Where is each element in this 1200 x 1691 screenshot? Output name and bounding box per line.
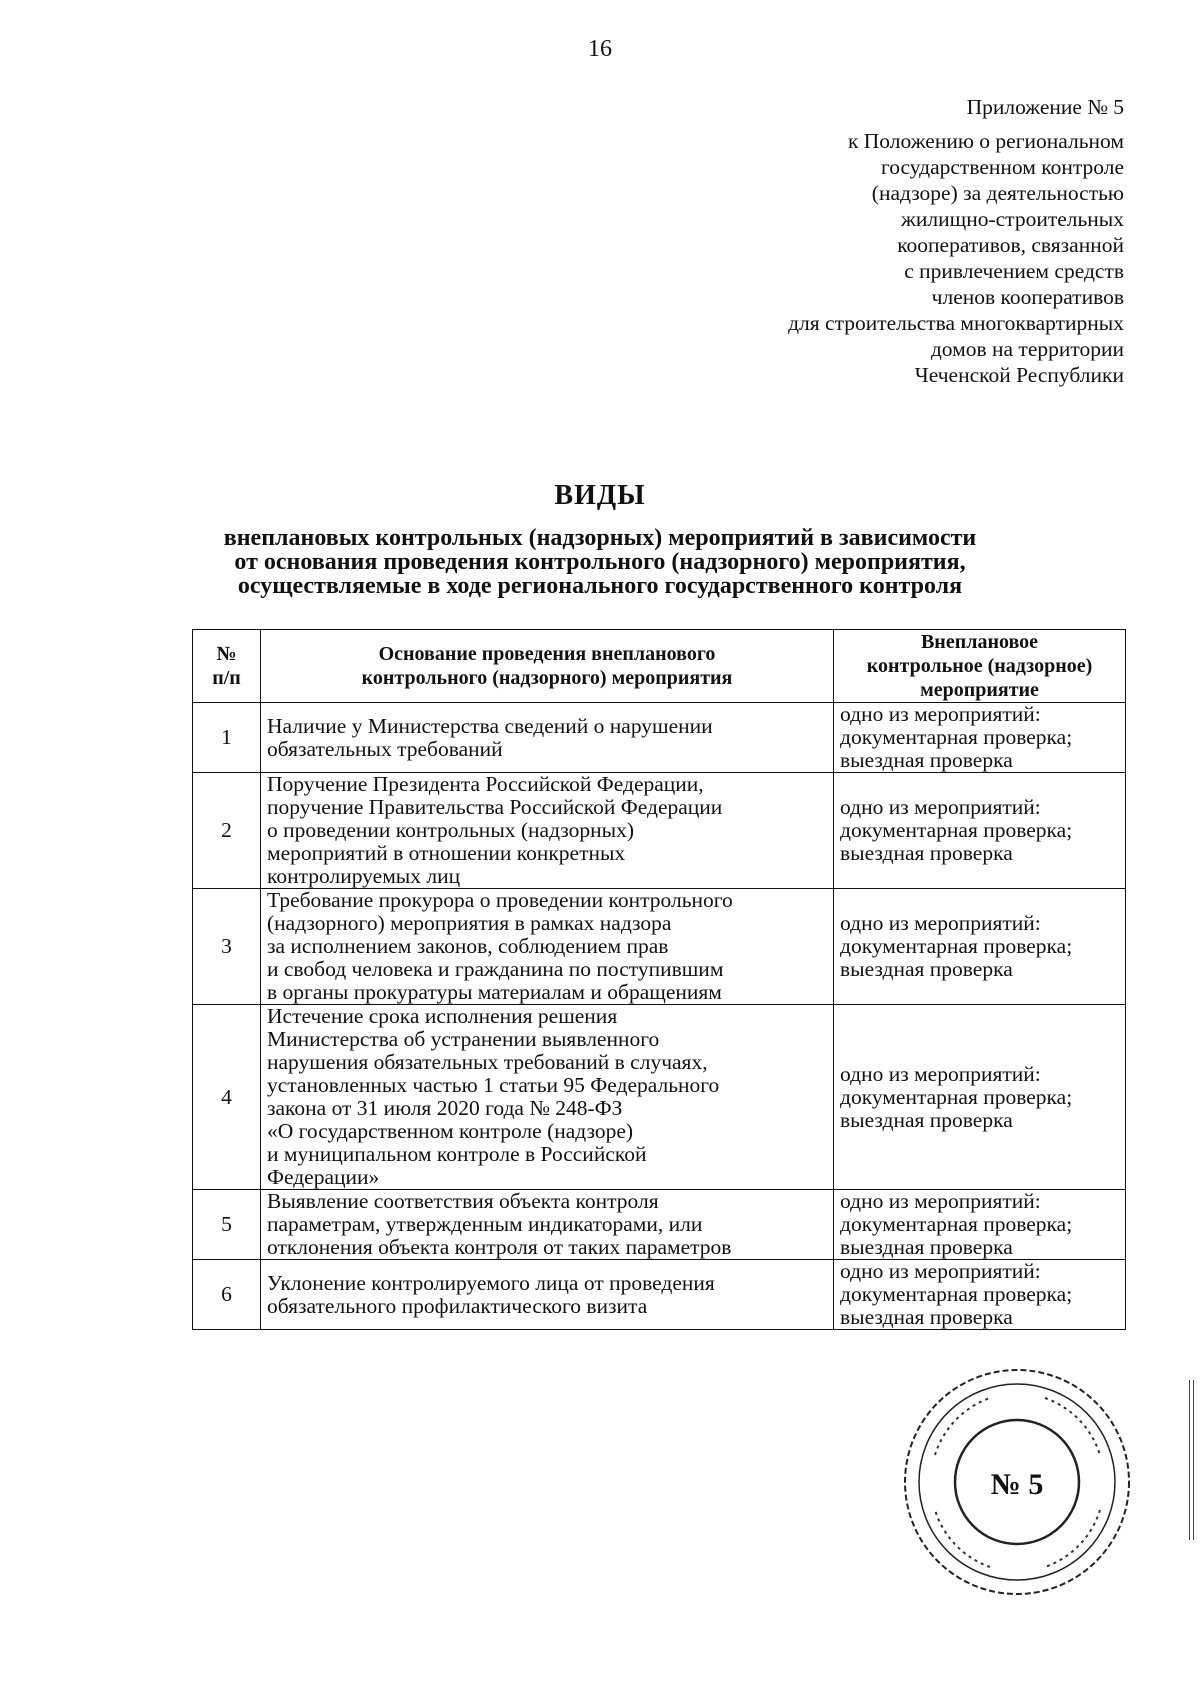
basis-line: Федерации» — [267, 1165, 380, 1189]
header-num: № п/п — [193, 630, 261, 703]
appendix-line: государственном контроле — [880, 155, 1124, 179]
row-basis — [261, 1260, 834, 1330]
header-basis: Основание проведения внепланового контрольного (надзорного) мероприятия — [261, 630, 834, 703]
event-line: одно из мероприятий: — [840, 702, 1041, 726]
basis-line: нарушения обязательных требований в случаях, — [267, 1050, 708, 1074]
appendix-header — [788, 94, 1124, 388]
table-row — [193, 1260, 1126, 1330]
basis-line: параметрам, утвержденным индикаторами, или — [267, 1212, 703, 1236]
event-line: документарная проверка; — [840, 725, 1073, 749]
event-line: документарная проверка; — [840, 1282, 1073, 1306]
row-number: 6 — [193, 1260, 261, 1330]
basis-line: Уклонение контролируемого лица от проведения — [267, 1270, 715, 1295]
event-line: одно из мероприятий: — [840, 911, 1041, 935]
event-line: документарная проверка; — [840, 1212, 1073, 1236]
row-basis — [261, 889, 834, 1005]
table-row — [193, 773, 1126, 889]
event-line: документарная проверка; — [840, 934, 1073, 958]
appendix-line: Чеченской Республики — [914, 363, 1124, 387]
basis-line: установленных частью 1 статьи 95 Федерального — [267, 1073, 720, 1097]
title-main: ВИДЫ — [554, 480, 646, 511]
row-event — [834, 1260, 1126, 1330]
row-event — [834, 889, 1126, 1005]
basis-line: и муниципальном контроле в Российской — [267, 1142, 647, 1166]
table-row — [193, 1005, 1126, 1190]
basis-line: Наличие у Министерства сведений о нарушении — [267, 713, 713, 738]
event-line: одно из мероприятий: — [840, 1259, 1041, 1283]
row-event — [834, 773, 1126, 889]
row-number: 2 — [193, 773, 261, 889]
basis-line: (надзорного) мероприятия в рамках надзора — [267, 911, 672, 935]
stamp-label: № 5 — [990, 1468, 1044, 1501]
appendix-line: домов на территории — [930, 337, 1124, 361]
row-basis — [261, 1190, 834, 1260]
basis-line: поручение Правительства Российской Федерации — [267, 795, 723, 819]
row-number: 5 — [193, 1190, 261, 1260]
basis-line: обязательного профилактического визита — [267, 1293, 648, 1318]
row-number: 1 — [193, 703, 261, 773]
table-body — [193, 703, 1126, 1330]
basis-line: Поручение Президента Российской Федерации, — [267, 772, 704, 796]
document-title — [100, 480, 1100, 598]
subtitle-line: осуществляемые в ходе регионального государственного контроля — [237, 573, 963, 599]
row-basis — [261, 773, 834, 889]
event-line: выездная проверка — [840, 957, 1013, 981]
appendix-line: жилищно-строительных — [901, 207, 1124, 231]
basis-line: Истечение срока исполнения решения — [267, 1004, 618, 1028]
row-event — [834, 1005, 1126, 1190]
page-number: 16 — [588, 36, 612, 62]
basis-line: контролируемых лиц — [267, 864, 461, 888]
subtitle-line: внеплановых контрольных (надзорных) мероприятий в зависимости — [223, 525, 977, 551]
event-line: выездная проверка — [840, 841, 1013, 865]
appendix-line: для строительства многоквартирных — [788, 311, 1124, 335]
appendix-line: с привлечением средств — [904, 259, 1124, 283]
appendix-line: членов кооперативов — [931, 285, 1124, 309]
basis-line: обязательных требований — [267, 736, 503, 761]
basis-line: закона от 31 июля 2020 года № 248-ФЗ — [267, 1096, 623, 1120]
basis-line: Министерства об устранении выявленного — [267, 1027, 660, 1051]
table-row — [193, 889, 1126, 1005]
table-header-row — [193, 630, 1126, 703]
edge-mark — [1189, 1380, 1194, 1540]
event-line: выездная проверка — [840, 748, 1013, 772]
row-number: 4 — [193, 1005, 261, 1190]
basis-line: о проведении контрольных (надзорных) — [267, 818, 635, 842]
event-line: одно из мероприятий: — [840, 1189, 1041, 1213]
basis-line: в органы прокуратуры материалам и обращениям — [267, 980, 722, 1004]
row-basis — [261, 703, 834, 773]
appendix-line: кооперативов, связанной — [897, 233, 1124, 257]
basis-line: за исполнением законов, соблюдением прав — [267, 934, 669, 958]
header-event: Внеплановое контрольное (надзорное) мероприятие — [834, 630, 1126, 703]
row-event — [834, 703, 1126, 773]
event-line: документарная проверка; — [840, 818, 1073, 842]
event-line: выездная проверка — [840, 1235, 1013, 1259]
subtitle-line: от основания проведения контрольного (надзорного) мероприятия, — [234, 549, 966, 575]
basis-line: отклонения объекта контроля от таких параметров — [267, 1235, 732, 1259]
row-basis — [261, 1005, 834, 1190]
row-event — [834, 1190, 1126, 1260]
appendix-line: (надзоре) за деятельностью — [871, 181, 1124, 205]
table-row — [193, 703, 1126, 773]
table-row — [193, 1190, 1126, 1260]
basis-line: «О государственном контроле (надзоре) — [267, 1119, 634, 1143]
appendix-number: Приложение № 5 — [966, 95, 1124, 119]
event-line: одно из мероприятий: — [840, 795, 1041, 819]
event-line: одно из мероприятий: — [840, 1061, 1041, 1086]
appendix-line: к Положению о региональном — [847, 129, 1124, 153]
event-line: выездная проверка — [840, 1107, 1013, 1132]
title-subtitle — [100, 526, 1100, 598]
row-number: 3 — [193, 889, 261, 1005]
event-line: выездная проверка — [840, 1305, 1013, 1329]
basis-line: Выявление соответствия объекта контроля — [267, 1189, 659, 1213]
basis-line: и свобод человека и гражданина по поступившим — [267, 957, 724, 981]
basis-line: мероприятий в отношении конкретных — [267, 841, 626, 865]
basis-line: Требование прокурора о проведении контрольного — [267, 888, 733, 912]
event-line: документарная проверка; — [840, 1084, 1073, 1109]
official-stamp — [895, 1360, 1140, 1605]
inspections-table — [192, 629, 1126, 1330]
